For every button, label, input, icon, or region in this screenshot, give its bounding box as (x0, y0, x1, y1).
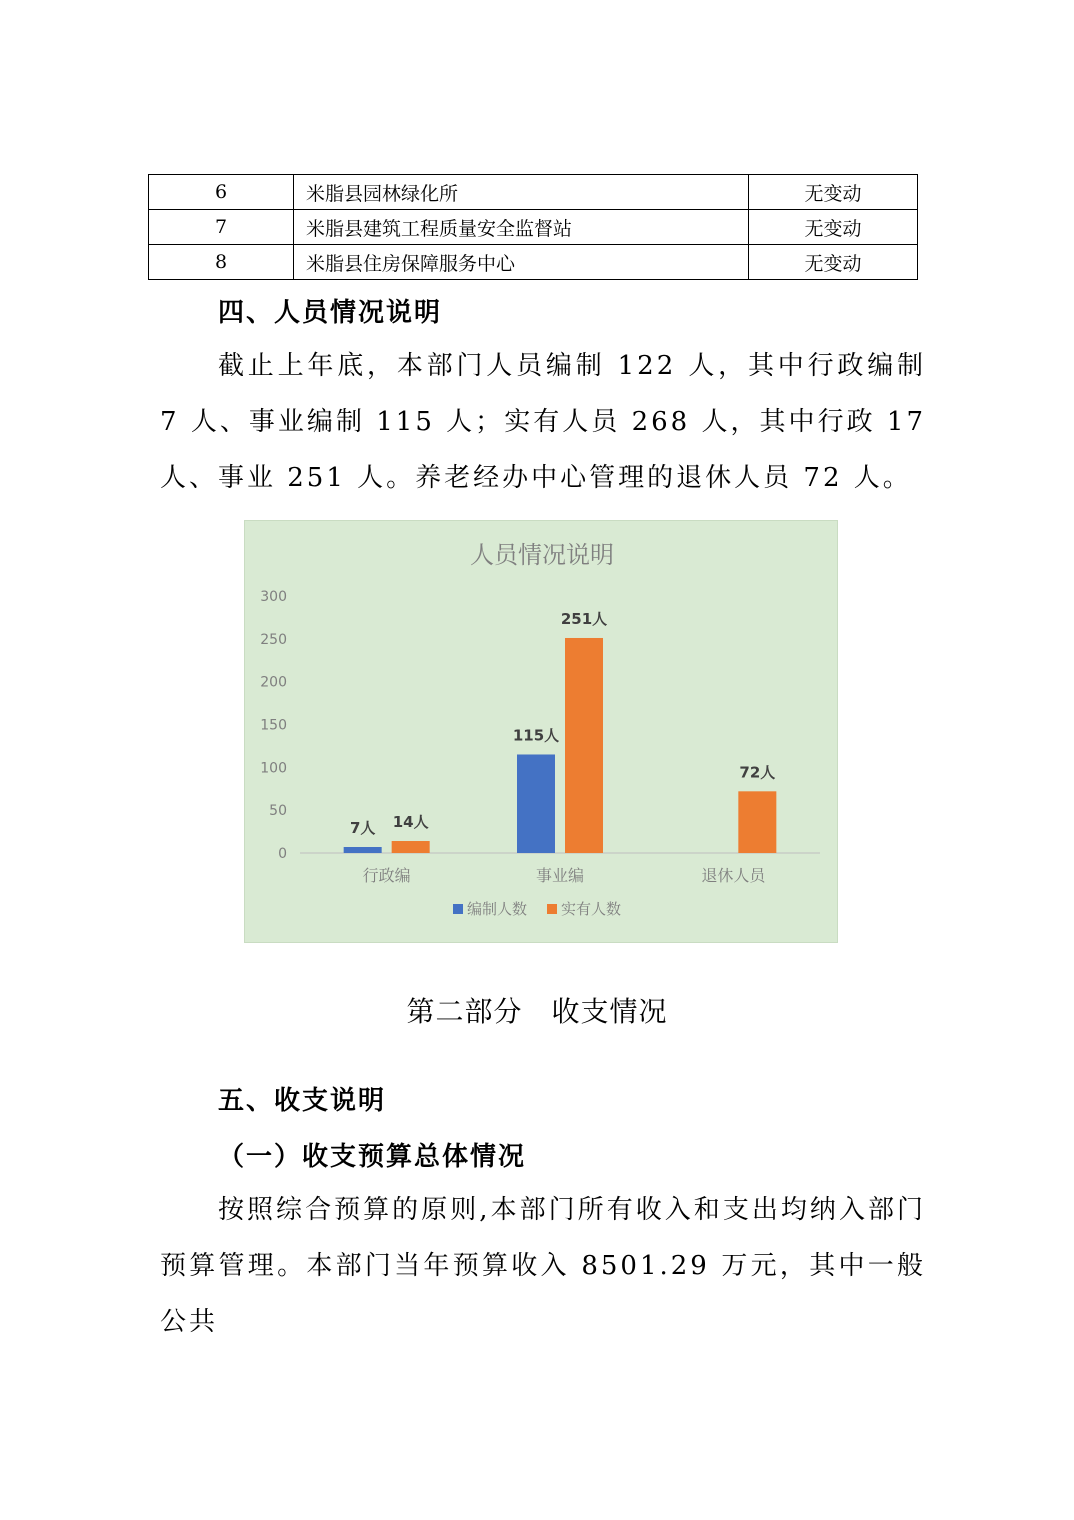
table-row (149, 175, 918, 210)
row-number: 8 (149, 245, 294, 280)
unit-name: 米脂县建筑工程质量安全监督站 (294, 210, 749, 245)
bar (517, 754, 555, 853)
unit-name: 米脂县园林绿化所 (294, 175, 749, 210)
y-tick-label: 0 (278, 846, 287, 862)
personnel-paragraph: 截止上年底，本部门人员编制 122 人，其中行政编制 7 人、事业编制 115 人；实有人员 268 人，其中行政 17 人、事业 251 人。养老经办中心管理的退休人员 72 人。 (160, 351, 926, 493)
table-row (149, 245, 918, 280)
chart-canvas (245, 521, 839, 944)
y-tick-label: 200 (260, 674, 287, 691)
y-tick-label: 250 (260, 631, 287, 648)
x-tick-label: 行政编 (362, 866, 411, 885)
data-label: 7人 (349, 819, 376, 838)
bar (344, 847, 382, 853)
bar (738, 791, 776, 853)
personnel-chart (244, 520, 838, 943)
legend-label: 实有人数 (561, 900, 622, 918)
section-heading-budget: 五、收支说明 (218, 1086, 387, 1116)
row-number: 7 (149, 210, 294, 245)
section-heading-personnel: 四、人员情况说明 (218, 298, 443, 328)
subheading-budget-overview: （一）收支预算总体情况 (218, 1142, 527, 1172)
unit-name: 米脂县住房保障服务中心 (294, 245, 749, 280)
y-tick-label: 300 (260, 589, 287, 605)
part-title: 第二部分 收支情况 (406, 995, 668, 1028)
data-label: 251人 (560, 609, 608, 628)
y-tick-label: 50 (269, 803, 287, 820)
data-label: 115人 (512, 726, 560, 745)
row-number: 6 (149, 175, 294, 210)
data-label: 14人 (392, 813, 429, 832)
chart-title: 人员情况说明 (470, 541, 614, 569)
table-row (149, 210, 918, 245)
legend-swatch (453, 904, 463, 914)
x-tick-label: 事业编 (535, 866, 585, 885)
unit-status: 无变动 (749, 210, 918, 245)
data-label: 72人 (739, 763, 776, 782)
bar (565, 638, 603, 853)
x-tick-label: 退休人员 (701, 866, 766, 885)
legend-label: 编制人数 (467, 900, 528, 918)
unit-status: 无变动 (749, 175, 918, 210)
unit-status: 无变动 (749, 245, 918, 280)
y-tick-label: 100 (260, 760, 287, 777)
units-table (148, 174, 918, 280)
legend-swatch (547, 904, 557, 914)
budget-paragraph: 按照综合预算的原则,本部门所有收入和支出均纳入部门预算管理。本部门当年预算收入 8501.29 万元，其中一般公共 (160, 1195, 926, 1337)
bar (392, 841, 430, 853)
y-tick-label: 150 (260, 717, 287, 734)
